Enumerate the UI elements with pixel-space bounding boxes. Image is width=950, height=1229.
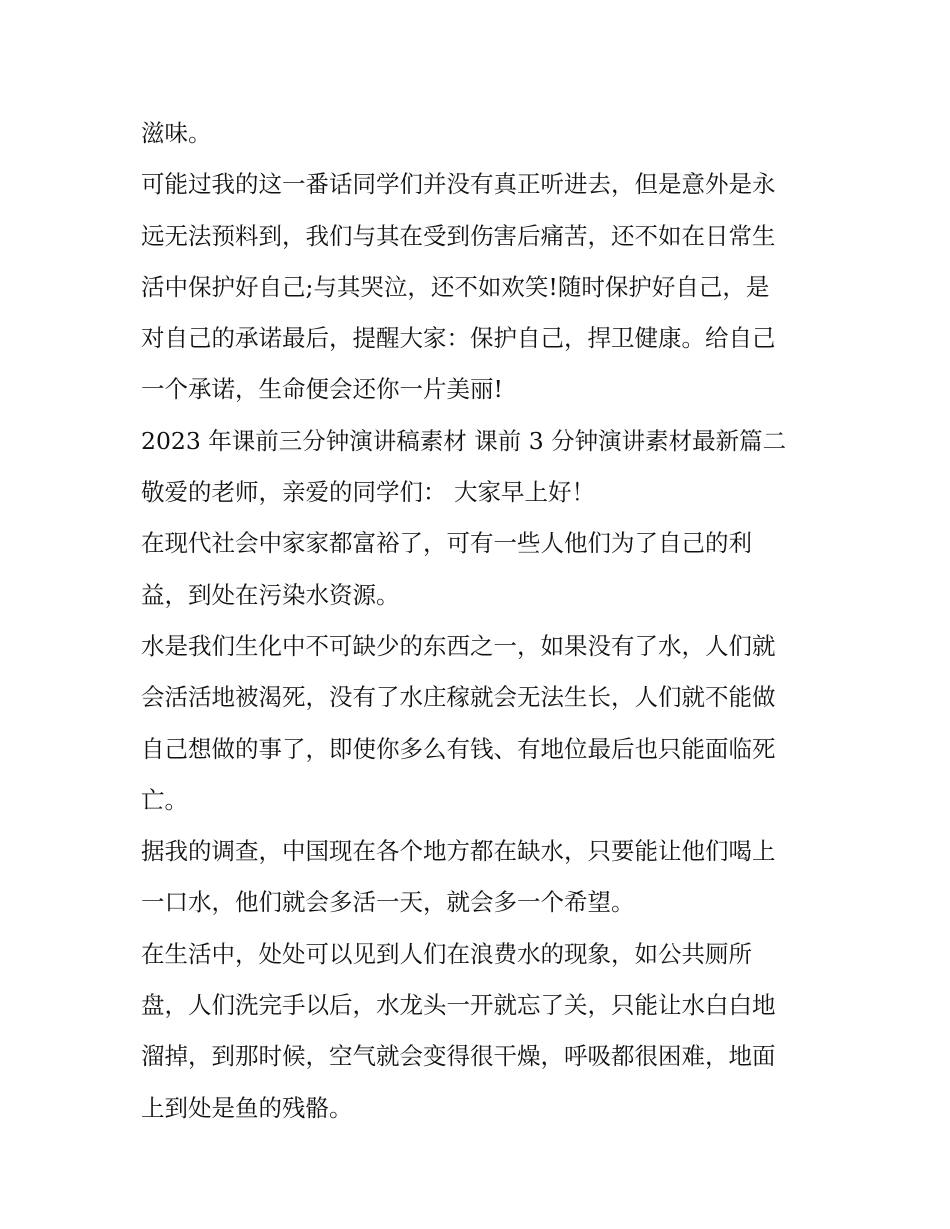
text-line: 上到处是鱼的残骼。 [141, 1093, 353, 1122]
text-line: 对自己的承诺最后，提醒大家：保护自己，捍卫健康。给自己 [141, 324, 776, 353]
text-line: 益，到处在污染水资源。 [141, 580, 400, 609]
text-line: 活中保护好自己;与其哭泣，还不如欢笑!随时保护好自己，是 [141, 272, 770, 301]
text-line: 溜掉，到那时候，空气就会变得很干燥，呼吸都很困难，地面 [141, 1042, 776, 1071]
text-line: 滋味。 [141, 119, 212, 147]
text-line: 在现代社会中家家都富裕了，可有一些人他们为了自己的利 [141, 529, 752, 558]
text-line: 亡。 [141, 785, 188, 814]
text-line: 会活活地被渴死，没有了水庄稼就会无法生长，人们就不能做 [141, 683, 776, 712]
text-line: 可能过我的这一番话同学们并没有真正听进去，但是意外是永 [141, 170, 776, 199]
text-line: 一个承诺，生命便会还你一片美丽! [141, 375, 503, 404]
text-line: 水是我们生化中不可缺少的东西之一，如果没有了水，人们就 [141, 631, 776, 660]
text-line: 一口水，他们就会多活一天，就会多一个希望。 [141, 888, 635, 917]
document-body [141, 108, 816, 1134]
text-line: 在生活中，处处可以见到人们在浪费水的现象，如公共厕所 [141, 939, 752, 968]
text-line: 据我的调查，中国现在各个地方都在缺水，只要能让他们喝上 [141, 837, 776, 866]
text-line: 远无法预料到，我们与其在受到伤害后痛苦，还不如在日常生 [141, 221, 776, 250]
text-line: 盘，人们洗完手以后，水龙头一开就忘了关，只能让水白白地 [141, 991, 776, 1020]
section-heading: 2023 年课前三分钟演讲稿素材 课前 3 分钟演讲素材最新篇二 [141, 426, 787, 455]
text-line: 敬爱的老师，亲爱的同学们： 大家早上好！ [141, 478, 595, 507]
text-line: 自己想做的事了，即使你多么有钱、有地位最后也只能面临死 [141, 734, 776, 763]
